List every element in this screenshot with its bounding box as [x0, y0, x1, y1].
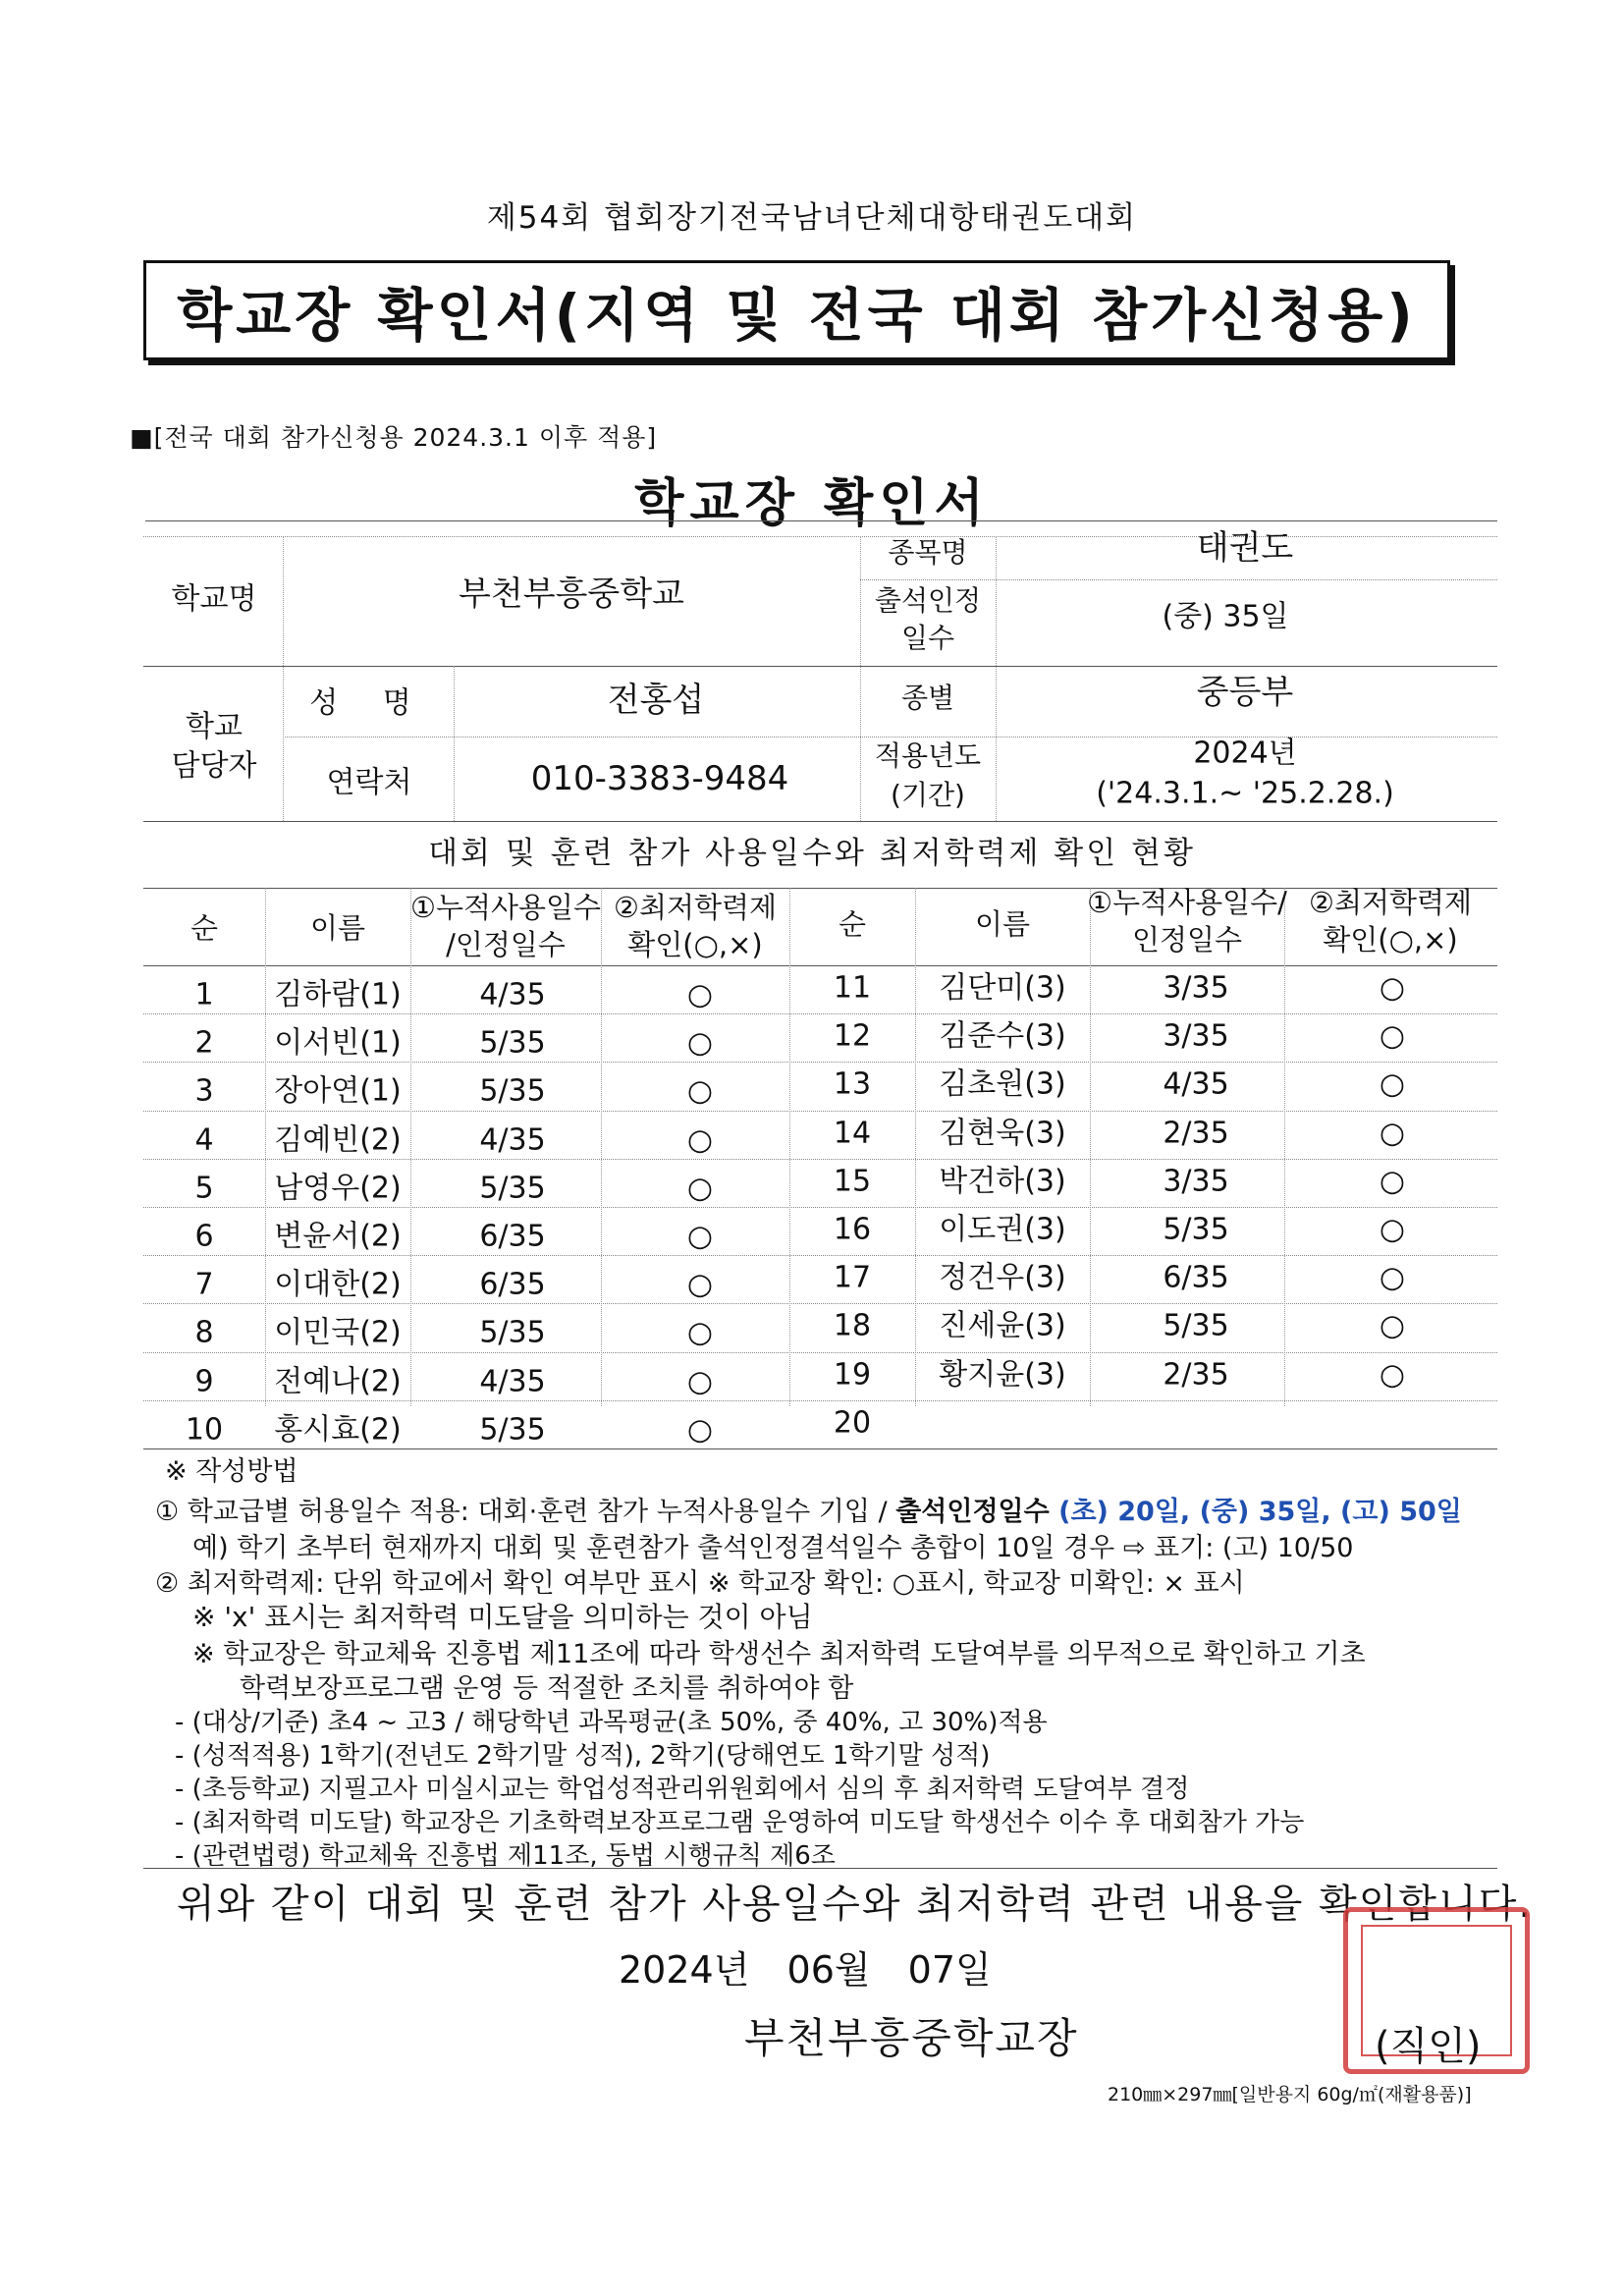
row-number: 1	[194, 977, 214, 1012]
year-label-1: 적용년도	[874, 738, 982, 772]
guide-line-3: ② 최저학력제: 단위 학교에서 확인 여부만 표시 ※ 학교장 확인: ○표시, 학교장 미확인: × 표시	[155, 1568, 1245, 1599]
min-academic-check: ○	[686, 1364, 714, 1399]
used-days: 4/35	[479, 1364, 546, 1399]
min-academic-check: ○	[686, 1412, 714, 1448]
guide-line-7: - (대상/기준) 초4 ~ 고3 / 해당학년 과목평균(초 50%, 중 40%, 고 30%)적용	[175, 1708, 1048, 1737]
guide-line-9: - (초등학교) 지필고사 미실시교는 학업성적관리위원회에서 심의 후 최저학력 도달여부 결정	[175, 1775, 1190, 1804]
used-days: 6/35	[479, 1219, 546, 1254]
issue-date	[619, 1940, 1017, 1994]
student-name: 이서빈(1)	[274, 1025, 402, 1061]
used-days: 6/35	[479, 1267, 546, 1302]
contact-value: 010-3383-9484	[530, 758, 789, 798]
roster-vline	[1284, 888, 1285, 1406]
used-days: 5/35	[1163, 1308, 1229, 1343]
student-name: 진세윤(3)	[939, 1308, 1066, 1343]
seal-label: (직인)	[1375, 2024, 1482, 2069]
guide-line-8: - (성적적용) 1학기(전년도 2학기말 성적), 2학기(당해연도 1학기말 성적)	[175, 1741, 991, 1771]
header-name-left: 이름	[309, 911, 366, 946]
event-title: 제54회 협회장기전국남녀단체대항태권도대회	[486, 200, 1138, 236]
roster-vline	[789, 888, 790, 1406]
document-title: 학교장 확인서(지역 및 전국 대회 참가신청용)	[177, 282, 1417, 349]
row-number: 14	[833, 1116, 872, 1151]
staff-label-1: 학교	[186, 709, 243, 744]
roster-vline	[915, 888, 916, 1406]
used-days: 5/35	[479, 1315, 546, 1350]
student-name: 김예빈(2)	[274, 1122, 402, 1158]
sport-value: 태권도	[1196, 527, 1294, 568]
division-label: 종별	[900, 681, 955, 714]
used-days: 3/35	[1163, 1164, 1229, 1199]
info-line	[143, 666, 1497, 667]
row-number: 19	[833, 1357, 872, 1393]
principal-name: 부천부흥중학교장	[744, 2014, 1079, 2062]
staff-label-2: 담당자	[171, 748, 257, 784]
student-name: 김하람(1)	[274, 977, 402, 1012]
guide-line-6: 학력보장프로그램 운영 등 적절한 조치를 취하여야 함	[240, 1673, 854, 1704]
student-name: 이민국(2)	[274, 1315, 402, 1350]
days-value: (중) 35일	[1162, 599, 1289, 634]
main-title: 학교장 확인서	[634, 474, 990, 533]
student-name: 홍시효(2)	[274, 1412, 402, 1448]
min-academic-check: ○	[686, 1025, 714, 1061]
row-number: 15	[833, 1164, 872, 1199]
min-academic-check: ○	[686, 1122, 714, 1158]
date-year: 2024년	[619, 1948, 750, 1992]
min-academic-check: ○	[686, 1219, 714, 1254]
used-days: 4/35	[1163, 1066, 1229, 1102]
header-check-right-1: ②최저학력제	[1308, 886, 1473, 920]
header-days-left-1: ①누적사용일수	[409, 891, 602, 925]
guide-line-10: - (최저학력 미도달) 학교장은 기초학력보장프로그램 운영하여 미도달 학생선수 이수 후 대회참가 가능	[175, 1808, 1305, 1837]
used-days: 5/35	[479, 1073, 546, 1109]
header-check-left-2: 확인(○,×)	[627, 928, 763, 962]
student-name: 이도권(3)	[939, 1212, 1066, 1247]
section-title: 대회 및 훈련 참가 사용일수와 최저학력제 확인 현황	[428, 836, 1196, 871]
student-name: 김준수(3)	[939, 1018, 1066, 1054]
row-number: 16	[833, 1212, 872, 1247]
roster-header-line	[143, 965, 1497, 966]
used-days: 3/35	[1163, 1018, 1229, 1054]
roster-vline	[410, 888, 411, 1406]
min-academic-check: ○	[1379, 970, 1406, 1006]
roster-vline	[601, 888, 602, 1406]
row-number: 9	[194, 1364, 214, 1399]
info-vline	[283, 536, 284, 821]
document-title-box	[143, 260, 1450, 360]
school-value: 부천부흥중학교	[459, 574, 684, 614]
student-name: 변윤서(2)	[274, 1219, 402, 1254]
student-name: 김초원(3)	[939, 1066, 1066, 1102]
header-check-right-2: 확인(○,×)	[1323, 923, 1458, 957]
used-days: 2/35	[1163, 1116, 1229, 1151]
min-academic-check: ○	[686, 1315, 714, 1350]
confirmation-statement: 위와 같이 대회 및 훈련 참가 사용일수와 최저학력 관련 내용을 확인합니다.	[177, 1882, 1534, 1927]
student-name: 박건하(3)	[939, 1164, 1066, 1199]
used-days: 3/35	[1163, 970, 1229, 1006]
roster-top-line	[143, 888, 1497, 889]
days-label-1: 출석인정	[874, 583, 982, 617]
used-days: 4/35	[479, 1122, 546, 1158]
used-days: 4/35	[479, 977, 546, 1012]
min-academic-check: ○	[1379, 1066, 1406, 1102]
row-number: 17	[833, 1260, 872, 1295]
min-academic-check: ○	[686, 977, 714, 1012]
guide-bottom-line	[143, 1868, 1497, 1869]
row-number: 20	[833, 1405, 872, 1441]
row-number: 11	[833, 970, 872, 1006]
year-label-2: (기간)	[891, 778, 965, 811]
row-number: 13	[833, 1066, 872, 1102]
school-label: 학교명	[171, 581, 257, 617]
date-day: 07일	[907, 1948, 992, 1992]
min-academic-check: ○	[686, 1073, 714, 1109]
row-number: 2	[194, 1025, 214, 1061]
division-value: 중등부	[1196, 672, 1294, 712]
header-days-right-1: ①누적사용일수/	[1087, 886, 1287, 920]
student-name: 정건우(3)	[939, 1260, 1066, 1295]
paper-spec-footer: 210㎜×297㎜[일반용지 60g/㎡(재활용품)]	[1108, 2084, 1472, 2105]
year-value-1: 2024년	[1193, 736, 1297, 771]
info-vline	[454, 666, 455, 821]
year-value-2: ('24.3.1.~ '25.2.28.)	[1096, 776, 1394, 811]
min-academic-check: ○	[686, 1171, 714, 1206]
info-vline	[860, 536, 861, 821]
student-name: 장아연(1)	[274, 1073, 402, 1109]
min-academic-check: ○	[1379, 1116, 1406, 1151]
guide-line-5: ※ 학교장은 학교체육 진흥법 제11조에 따라 학생선수 최저학력 도달여부를 의무적으로 확인하고 기초	[192, 1639, 1366, 1669]
name-label: 성 명	[309, 685, 429, 721]
student-name: 남영우(2)	[274, 1171, 402, 1206]
guide-line-11: - (관련법령) 학교체육 진흥법 제11조, 동법 시행규칙 제6조	[175, 1841, 836, 1871]
info-vline	[996, 536, 997, 821]
row-number: 18	[833, 1308, 872, 1343]
row-number: 6	[194, 1219, 214, 1254]
info-top-line	[145, 520, 1497, 521]
guide-line-4: ※ 'x' 표시는 최저학력 미도달을 의미하는 것이 아님	[192, 1601, 813, 1633]
row-number: 3	[194, 1073, 214, 1109]
name-value: 전홍섭	[607, 680, 705, 720]
guide-line-1-text: ① 학교급별 허용일수 적용: 대회·훈련 참가 누적사용일수 기입 /	[155, 1497, 896, 1527]
min-academic-check: ○	[1379, 1164, 1406, 1199]
contact-label: 연락처	[326, 765, 412, 800]
header-check-left-1: ②최저학력제	[613, 891, 778, 925]
sport-label: 종목명	[888, 535, 968, 569]
used-days: 5/35	[479, 1171, 546, 1206]
min-academic-check: ○	[1379, 1357, 1406, 1393]
row-number: 8	[194, 1315, 214, 1350]
roster-vline	[265, 888, 266, 1406]
used-days: 5/35	[1163, 1212, 1229, 1247]
guide-line-1-allowance: (초) 20일, (중) 35일, (고) 50일	[1049, 1497, 1462, 1527]
min-academic-check: ○	[1379, 1018, 1406, 1054]
header-no-left: 순	[189, 911, 219, 946]
row-number: 4	[194, 1122, 214, 1158]
row-number: 5	[194, 1171, 214, 1206]
roster-vline	[1090, 888, 1091, 1406]
info-bottom-line	[143, 821, 1497, 822]
used-days: 5/35	[479, 1412, 546, 1448]
used-days: 5/35	[479, 1025, 546, 1061]
row-number: 10	[185, 1412, 224, 1448]
used-days: 6/35	[1163, 1260, 1229, 1295]
min-academic-check: ○	[686, 1267, 714, 1302]
guide-line-1	[155, 1490, 1462, 1528]
min-academic-check: ○	[1379, 1308, 1406, 1343]
guide-heading: ※ 작성방법	[165, 1456, 298, 1487]
guide-line-1-bold: 출석인정일수	[895, 1497, 1050, 1527]
header-days-left-2: /인정일수	[446, 928, 566, 962]
header-no-right: 순	[838, 907, 867, 942]
min-academic-check: ○	[1379, 1212, 1406, 1247]
student-name: 황지윤(3)	[939, 1357, 1066, 1393]
used-days: 2/35	[1163, 1357, 1229, 1393]
min-academic-check: ○	[1379, 1260, 1406, 1295]
student-name: 전예나(2)	[274, 1364, 402, 1399]
row-number: 12	[833, 1018, 872, 1054]
days-label-2: 일수	[900, 621, 955, 654]
notice-text: ■[전국 대회 참가신청용 2024.3.1 이후 적용]	[130, 423, 658, 452]
info-line	[860, 579, 1497, 580]
student-name: 김현욱(3)	[939, 1116, 1066, 1151]
student-name: 이대한(2)	[274, 1267, 402, 1302]
header-name-right: 이름	[974, 907, 1031, 942]
row-number: 7	[194, 1267, 214, 1302]
guide-line-2: 예) 학기 초부터 현재까지 대회 및 훈련참가 출석인정결석일수 총합이 10일 경우 ⇨ 표기: (고) 10/50	[192, 1533, 1354, 1563]
date-month: 06월	[786, 1948, 871, 1992]
header-days-right-2: 인정일수	[1131, 923, 1243, 957]
student-name: 김단미(3)	[939, 970, 1066, 1006]
info-line	[143, 536, 1497, 537]
